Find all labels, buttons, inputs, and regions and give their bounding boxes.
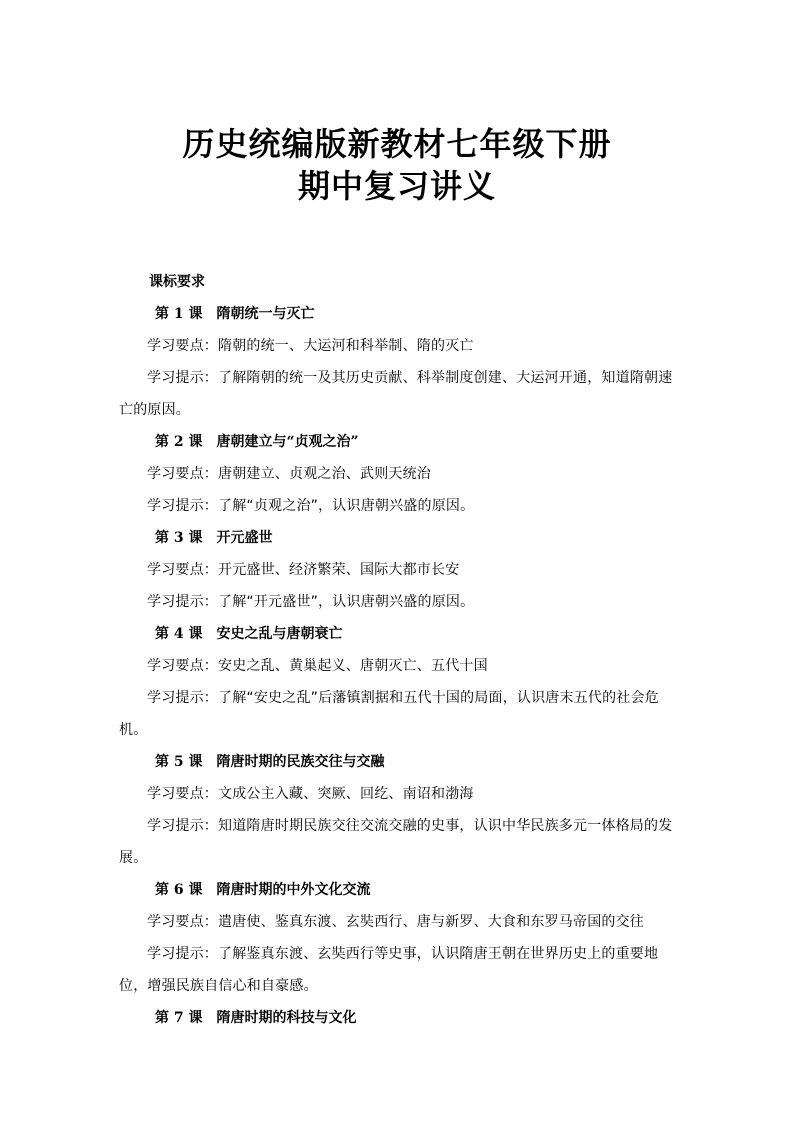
- lesson-number: 第 2 课: [155, 434, 203, 450]
- lesson-hint: 学习提示：了解隋朝的统一及其历史贡献、科举制度创建、大运河开通，知道隋朝速: [147, 370, 673, 386]
- lesson-name: 隋唐时期的中外文化交流: [216, 882, 371, 898]
- lesson-name: 安史之乱与唐朝衰亡: [216, 626, 343, 642]
- lesson-heading: [119, 298, 675, 330]
- lesson-number: 第 5 课: [155, 754, 203, 770]
- lesson-hint: 学习提示：了解“安史之乱”后藩镇割据和五代十国的局面，认识唐末五代的社会危: [147, 690, 659, 706]
- lesson-points: 学习要点：遣唐使、鉴真东渡、玄奘西行、唐与新罗、大食和东罗马帝国的交往: [147, 914, 644, 930]
- lesson-name: 隋唐时期的科技与文化: [216, 1010, 357, 1026]
- document-body: [119, 266, 675, 1034]
- lesson-heading: [119, 426, 675, 458]
- lesson-hint: 学习提示：了解“开元盛世”，认识唐朝兴盛的原因。: [147, 594, 475, 610]
- lesson-name: 唐朝建立与“贞观之治”: [216, 434, 359, 450]
- document-title-line-1: 历史统编版新教材七年级下册: [182, 125, 612, 163]
- lesson-points: 学习要点：安史之乱、黄巢起义、唐朝灭亡、五代十国: [147, 658, 488, 674]
- lesson-hint: 学习提示：了解“贞观之治”，认识唐朝兴盛的原因。: [147, 498, 475, 514]
- lesson-number: 第 4 课: [155, 626, 203, 642]
- lesson-hint-continued: 机。: [119, 722, 148, 738]
- lesson-name: 隋朝统一与灭亡: [216, 306, 315, 322]
- lesson-number: 第 7 课: [155, 1010, 203, 1026]
- lesson-hint: 学习提示：了解鉴真东渡、玄奘西行等史事，认识隋唐王朝在世界历史上的重要地: [147, 946, 659, 962]
- lesson-heading: [119, 746, 675, 778]
- lesson-heading: [119, 618, 675, 650]
- lesson-number: 第 3 课: [155, 530, 203, 546]
- lesson-points: 学习要点：文成公主入藏、突厥、回纥、南诏和渤海: [147, 786, 474, 802]
- lesson-hint-continued: 亡的原因。: [119, 402, 190, 418]
- document-title-line-2: 期中复习讲义: [297, 167, 496, 205]
- lesson-points: 学习要点：隋朝的统一、大运河和科举制、隋的灭亡: [147, 338, 474, 354]
- lesson-name: 隋唐时期的民族交往与交融: [216, 754, 385, 770]
- lesson-points: 学习要点：开元盛世、经济繁荣、国际大都市长安: [147, 562, 460, 578]
- lesson-number: 第 1 课: [155, 306, 203, 322]
- lesson-number: 第 6 课: [155, 882, 203, 898]
- lesson-heading: [119, 1002, 675, 1034]
- lesson-heading: [119, 522, 675, 554]
- lesson-hint: 学习提示：知道隋唐时期民族交往交流交融的史事，认识中华民族多元一体格局的发: [147, 818, 673, 834]
- lesson-heading: [119, 874, 675, 906]
- lesson-name: 开元盛世: [216, 530, 273, 546]
- lesson-hint-continued: 位，增强民族自信心和自豪感。: [119, 978, 318, 994]
- lesson-points: 学习要点：唐朝建立、贞观之治、武则天统治: [147, 466, 431, 482]
- section-heading: 课标要求: [149, 274, 205, 290]
- lesson-hint-continued: 展。: [119, 850, 148, 866]
